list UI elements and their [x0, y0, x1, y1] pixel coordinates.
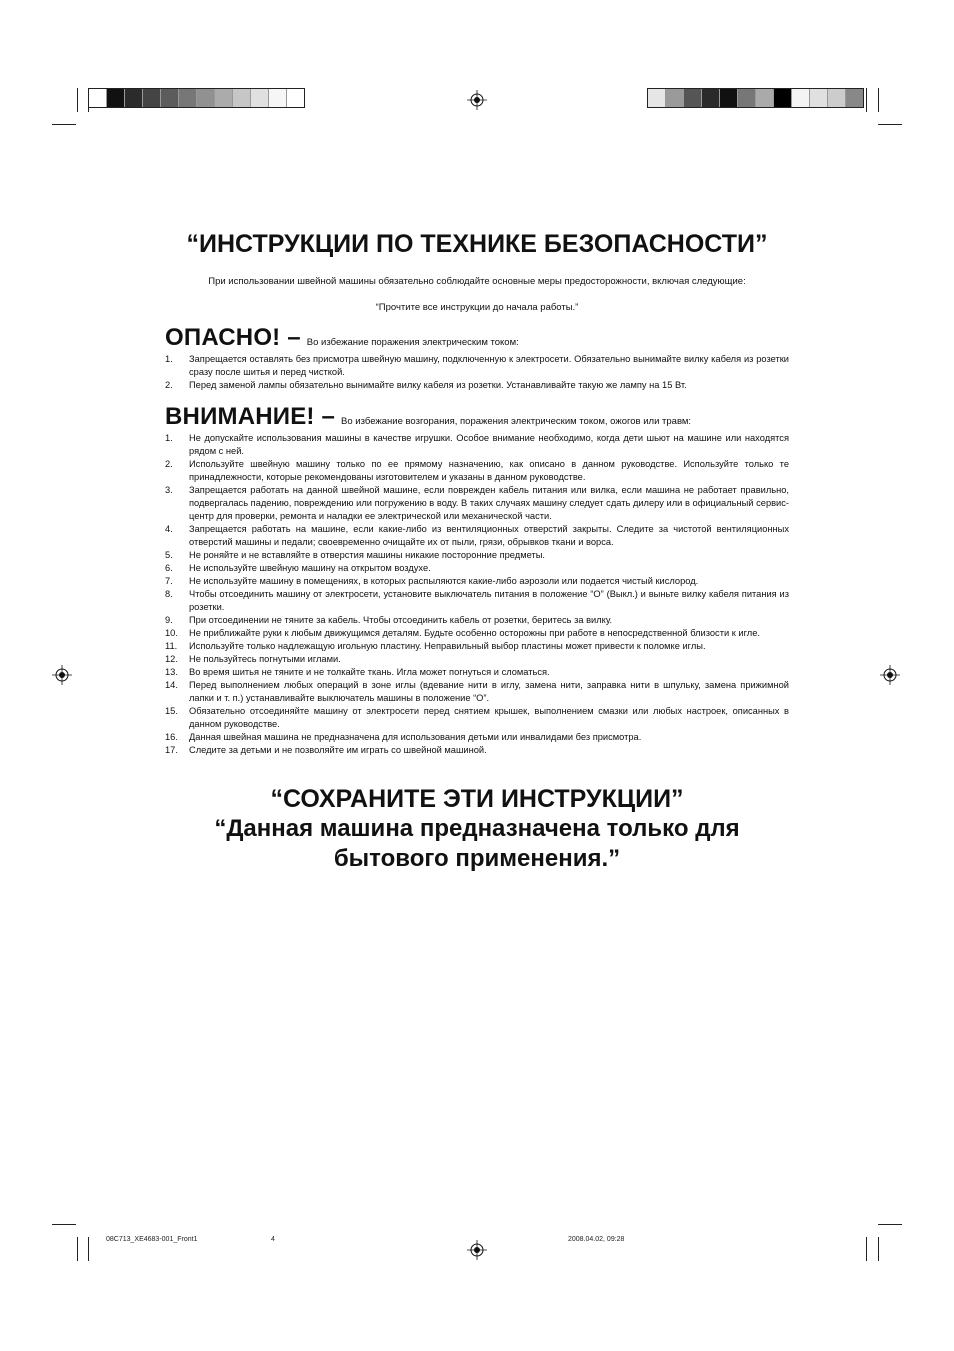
list-item-text: Запрещается работать на данной швейной машине, если поврежден кабель питания или вилка, если машина не работает правильно, подвергалась падению, повреждению или погружению в воду. В таких случаях машину следует сдать дилеру или в официальный сервис-центр для проверки, ремонта и наладки ее электрической или механической части. [189, 485, 789, 521]
crop-mark [52, 124, 76, 125]
warning-heading: ВНИМАНИЕ! – [165, 403, 336, 430]
color-swatch [774, 89, 792, 107]
list-item-number: 6. [165, 563, 173, 573]
list-item-number: 9. [165, 615, 173, 625]
read-all-note: “Прочтите все инструкции до начала работы.” [375, 302, 579, 313]
color-swatch [702, 89, 720, 107]
color-swatch [161, 89, 179, 107]
list-item-text: Не допускайте использования машины в качестве игрушки. Особое внимание необходимо, когда дети шьют на машине или находятся рядом с ней. [189, 433, 789, 456]
crop-mark [866, 88, 867, 112]
list-item-number: 12. [165, 654, 178, 664]
crop-mark [866, 1237, 867, 1261]
registration-mark-icon [880, 665, 900, 685]
list-item-text: Используйте только надлежащую игольную пластину. Неправильный выбор пластины может привести к поломке иглы. [189, 641, 706, 651]
registration-mark-icon [467, 90, 487, 110]
list-item-text: Не приближайте руки к любым движущимся деталям. Будьте особенно осторожны при работе в непосредственной близости к игле. [189, 628, 760, 638]
list-item-text: Не пользуйтесь погнутыми иглами. [189, 654, 341, 664]
list-item [165, 653, 789, 666]
list-item [165, 379, 789, 392]
list-item-number: 2. [165, 380, 173, 390]
color-swatch [666, 89, 684, 107]
crop-mark [878, 88, 879, 112]
list-item-number: 8. [165, 589, 173, 599]
list-item-text: Не используйте машину в помещениях, в которых распыляются какие-либо аэрозоли или подается чистый кислород. [189, 576, 699, 586]
list-item-text: Перед заменой лампы обязательно вынимайте вилку кабеля из розетки. Устанавливайте такую же лампу на 15 Вт. [189, 380, 687, 390]
list-item [165, 588, 789, 614]
registration-mark-icon [467, 1240, 487, 1260]
list-item-number: 13. [165, 667, 178, 677]
color-swatch [107, 89, 125, 107]
list-item-text: Данная швейная машина не предназначена для использования детьми или инвалидами без присмотра. [189, 732, 642, 742]
footer-page-number: 4 [271, 1236, 275, 1243]
color-swatch [125, 89, 143, 107]
list-item [165, 458, 789, 484]
list-item [165, 627, 789, 640]
crop-mark [878, 1237, 879, 1261]
household-note-line-1: “Данная машина предназначена только для [214, 815, 740, 842]
list-item-number: 7. [165, 576, 173, 586]
list-item-text: При отсоединении не тяните за кабель. Чтобы отсоединить кабель от розетки, беритесь за вилку. [189, 615, 613, 625]
color-swatch [89, 89, 107, 107]
crop-mark [878, 124, 902, 125]
list-item [165, 523, 789, 549]
list-item-number: 1. [165, 433, 173, 443]
color-swatch [215, 89, 233, 107]
list-item-number: 1. [165, 354, 173, 364]
color-swatch [828, 89, 846, 107]
list-item [165, 614, 789, 627]
list-item [165, 666, 789, 679]
list-item [165, 575, 789, 588]
list-item-number: 14. [165, 680, 178, 690]
crop-mark [88, 1237, 89, 1261]
color-swatch [810, 89, 828, 107]
warning-heading-row [165, 403, 691, 431]
danger-heading-row [165, 324, 519, 352]
list-item-text: Используйте швейную машину только по ее прямому назначению, как описано в данном руководстве. Используйте только те принадлежности, которые рекомендованы изготовителем и указаны в данном руководстве. [189, 459, 789, 482]
registration-mark-icon [52, 665, 72, 685]
color-swatch [269, 89, 287, 107]
warning-subtitle: Во избежание возгорания, поражения электрическим током, ожогов или травм: [341, 416, 692, 427]
color-swatch [197, 89, 215, 107]
page-title: “ИНСТРУКЦИИ ПО ТЕХНИКЕ БЕЗОПАСНОСТИ” [186, 230, 768, 258]
warning-list [165, 432, 789, 757]
list-item [165, 640, 789, 653]
list-item [165, 353, 789, 379]
color-swatch [846, 89, 863, 107]
list-item [165, 549, 789, 562]
list-item-text: Запрещается оставлять без присмотра швейную машину, подключенную к электросети. Обязательно вынимайте вилку кабеля из розетки сразу после шитья и перед чисткой. [189, 354, 789, 377]
danger-heading: ОПАСНО! – [165, 324, 301, 351]
save-instructions-title: “СОХРАНИТЕ ЭТИ ИНСТРУКЦИИ” [270, 785, 684, 813]
list-item [165, 679, 789, 705]
list-item-number: 3. [165, 485, 173, 495]
list-item-text: Перед выполнением любых операций в зоне иглы (вдевание нити в иглу, замена нити, заправка нити в шпульку, замена прижимной лапки и т. п.) устанавливайте выключатель машины в положение “O”. [189, 680, 789, 703]
color-swatch [143, 89, 161, 107]
list-item-text: Запрещается работать на машине, если какие-либо из вентиляционных отверстий закрыты. Следите за чистотой вентиляционных отверстий машины и педали; своевременно очищайте их от пыли, грязи, обрывков ткани и ворса. [189, 524, 789, 547]
color-swatch [684, 89, 702, 107]
color-swatch [648, 89, 666, 107]
list-item-number: 10. [165, 628, 178, 638]
color-swatch [756, 89, 774, 107]
color-bar-right [647, 88, 864, 108]
list-item-number: 2. [165, 459, 173, 469]
list-item-text: Обязательно отсоединяйте машину от электросети перед снятием крышек, выполнением смазки или любых настроек, описанных в данном руководстве. [189, 706, 789, 729]
list-item-text: Следите за детьми и не позволяйте им играть со швейной машиной. [189, 745, 487, 755]
color-bar-left [88, 88, 305, 108]
color-swatch [251, 89, 269, 107]
color-swatch [233, 89, 251, 107]
list-item-text: Во время шитья не тяните и не толкайте ткань. Игла может погнуться и сломаться. [189, 667, 550, 677]
list-item [165, 744, 789, 757]
list-item-text: Не используйте швейную машину на открытом воздухе. [189, 563, 431, 573]
list-item [165, 562, 789, 575]
list-item-number: 15. [165, 706, 178, 716]
list-item-text: Чтобы отсоединить машину от электросети, установите выключатель питания в положение “O” (Выкл.) и выньте вилку кабеля питания из розетки. [189, 589, 789, 612]
household-note-line-2: бытового применения.” [333, 845, 621, 872]
list-item [165, 705, 789, 731]
crop-mark [88, 88, 89, 112]
list-item [165, 484, 789, 523]
color-swatch [287, 89, 304, 107]
crop-mark [878, 1224, 902, 1225]
list-item-number: 5. [165, 550, 173, 560]
list-item-number: 4. [165, 524, 173, 534]
list-item-number: 17. [165, 745, 178, 755]
color-swatch [738, 89, 756, 107]
color-swatch [720, 89, 738, 107]
list-item [165, 432, 789, 458]
footer-filename: 08C713_XE4683-001_Front1 [106, 1236, 198, 1243]
list-item-number: 11. [165, 641, 178, 651]
color-swatch [792, 89, 810, 107]
crop-mark [77, 1237, 78, 1261]
danger-list [165, 353, 789, 392]
list-item-number: 16. [165, 732, 178, 742]
crop-mark [52, 1224, 76, 1225]
list-item-text: Не роняйте и не вставляйте в отверстия машины никакие посторонние предметы. [189, 550, 545, 560]
footer-datetime: 2008.04.02, 09:28 [568, 1236, 625, 1243]
list-item [165, 731, 789, 744]
danger-subtitle: Во избежание поражения электрическим током: [306, 337, 519, 348]
color-swatch [179, 89, 197, 107]
crop-mark [77, 88, 78, 112]
intro-text: При использовании швейной машины обязательно соблюдайте основные меры предосторожности, включая следующие: [208, 276, 746, 287]
